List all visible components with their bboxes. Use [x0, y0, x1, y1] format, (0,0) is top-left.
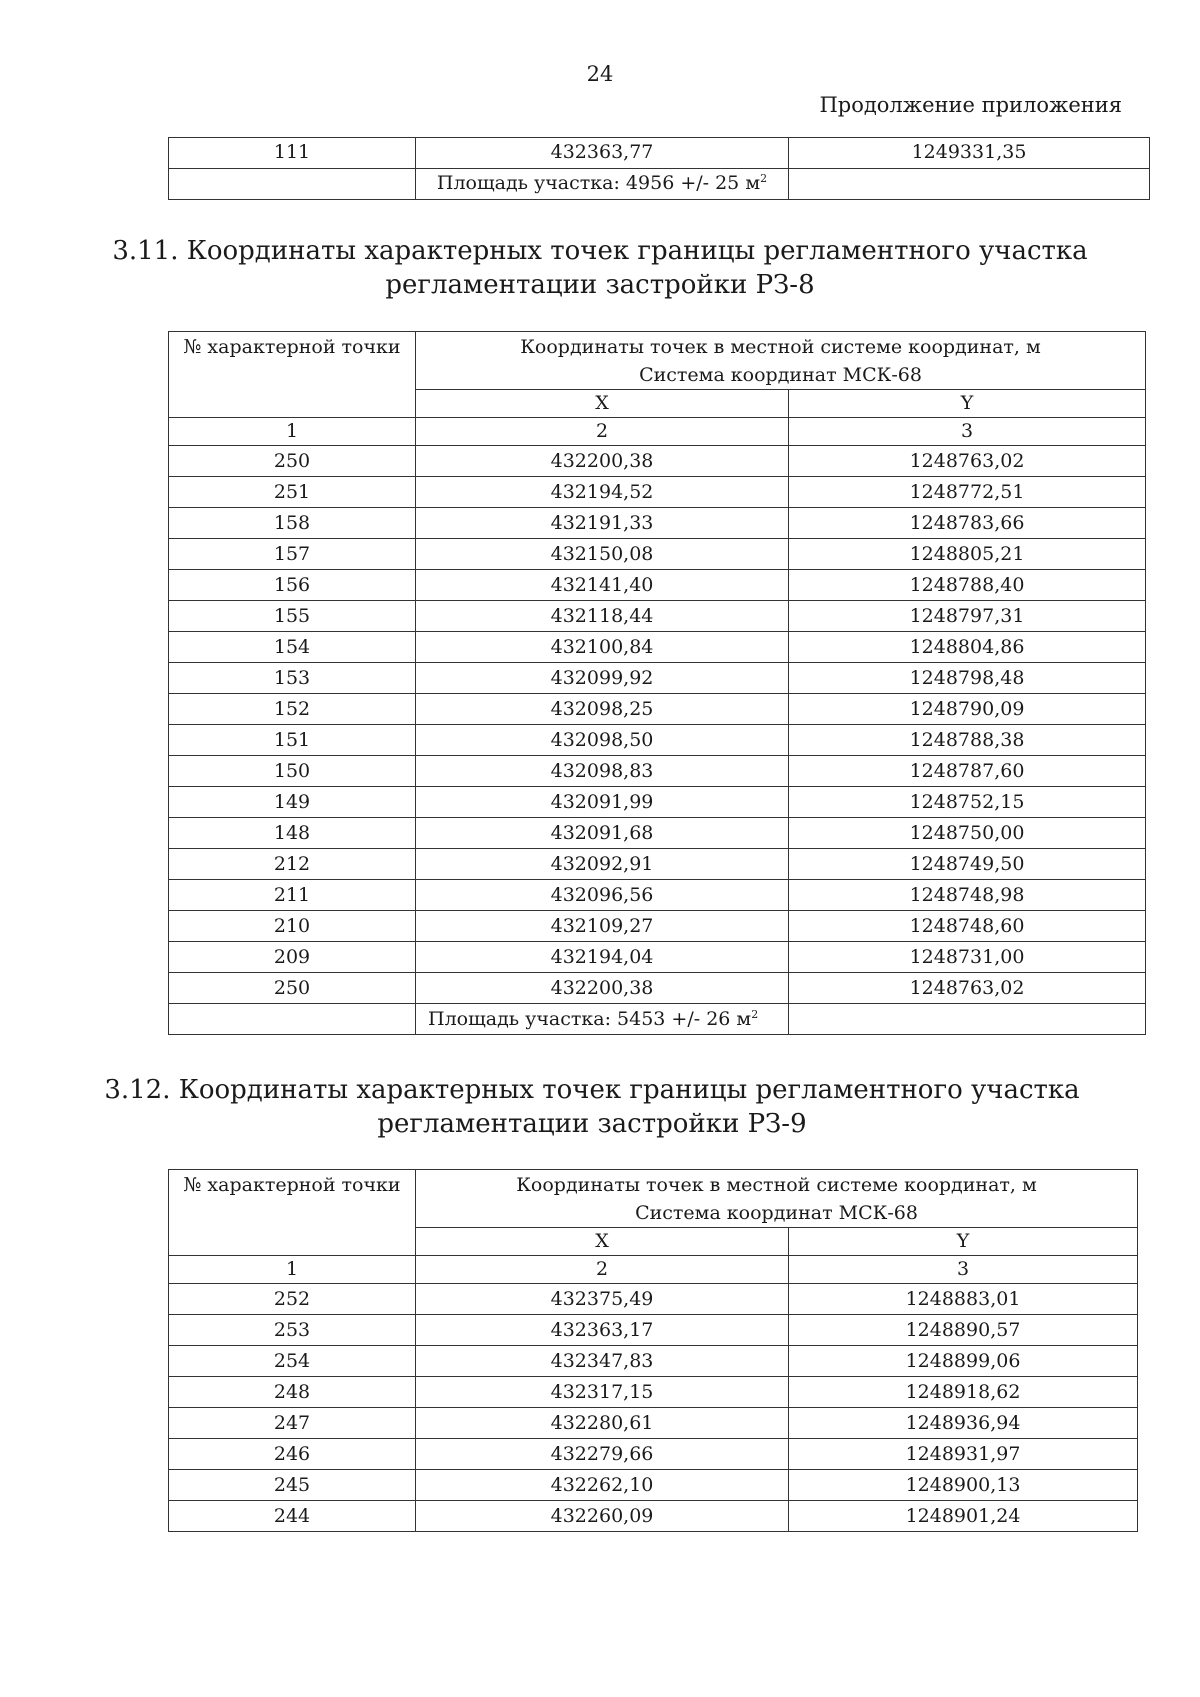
point-number: 253 — [169, 1315, 416, 1346]
point-number: 153 — [169, 663, 416, 694]
coord-y: 1248788,40 — [789, 570, 1146, 601]
coord-x: 432363,17 — [416, 1315, 789, 1346]
coord-x: 432098,25 — [416, 694, 789, 725]
previous-section-table-end — [168, 137, 1150, 200]
point-number: 209 — [169, 942, 416, 973]
coord-x: 432150,08 — [416, 539, 789, 570]
point-number: 252 — [169, 1284, 416, 1315]
coord-y: 1248788,38 — [789, 725, 1146, 756]
point-number: 247 — [169, 1408, 416, 1439]
coord-y: 1249331,35 — [789, 138, 1150, 169]
table-row — [169, 1315, 1138, 1346]
table-row — [169, 880, 1146, 911]
section-title-rz8: 3.11. Координаты характерных точек границы регламентного участка регламентации застройки РЗ-8 — [112, 236, 1088, 300]
point-number: 111 — [169, 138, 416, 169]
point-number: 250 — [169, 973, 416, 1004]
header-y: Y — [789, 1228, 1138, 1256]
coord-y: 1248797,31 — [789, 601, 1146, 632]
table-row — [169, 1439, 1138, 1470]
coord-y: 1248883,01 — [789, 1284, 1138, 1315]
table-row — [169, 477, 1146, 508]
table-row — [169, 1408, 1138, 1439]
coord-y: 1248772,51 — [789, 477, 1146, 508]
coord-y: 1248890,57 — [789, 1315, 1138, 1346]
coord-y: 1248900,13 — [789, 1470, 1138, 1501]
page-number: 24 — [586, 62, 614, 86]
coord-x: 432375,49 — [416, 1284, 789, 1315]
header-x: X — [416, 390, 789, 418]
coord-y: 1248763,02 — [789, 446, 1146, 477]
coord-y: 1248748,98 — [789, 880, 1146, 911]
coord-x: 432260,09 — [416, 1501, 789, 1532]
coord-x: 432200,38 — [416, 446, 789, 477]
table-row — [169, 694, 1146, 725]
table-row — [169, 787, 1146, 818]
point-number: 251 — [169, 477, 416, 508]
coord-y: 1248783,66 — [789, 508, 1146, 539]
point-number: 158 — [169, 508, 416, 539]
table-row — [169, 942, 1146, 973]
coord-x: 432363,77 — [416, 138, 789, 169]
coord-x: 432280,61 — [416, 1408, 789, 1439]
coord-x: 432109,27 — [416, 911, 789, 942]
header-x: X — [416, 1228, 789, 1256]
coord-x: 432091,99 — [416, 787, 789, 818]
area-row — [169, 169, 1150, 200]
point-number: 250 — [169, 446, 416, 477]
point-number: 157 — [169, 539, 416, 570]
rz8-rows — [169, 446, 1146, 1004]
coord-y: 1248748,60 — [789, 911, 1146, 942]
coord-x: 432141,40 — [416, 570, 789, 601]
coord-x: 432279,66 — [416, 1439, 789, 1470]
table-row — [169, 1346, 1138, 1377]
table-row — [169, 663, 1146, 694]
table-row — [169, 1470, 1138, 1501]
header-point-number: № характерной точки — [169, 1170, 416, 1256]
coord-y: 1248918,62 — [789, 1377, 1138, 1408]
coord-x: 432098,50 — [416, 725, 789, 756]
table-row — [169, 725, 1146, 756]
coord-y: 1248763,02 — [789, 973, 1146, 1004]
point-number: 149 — [169, 787, 416, 818]
coord-y: 1248790,09 — [789, 694, 1146, 725]
point-number: 154 — [169, 632, 416, 663]
header-coordinates: Координаты точек в местной системе координат, м Система координат МСК-68 — [416, 1170, 1138, 1228]
continuation-label: Продолжение приложения — [819, 93, 1122, 117]
point-number: 212 — [169, 849, 416, 880]
coord-x: 432191,33 — [416, 508, 789, 539]
coord-y: 1248805,21 — [789, 539, 1146, 570]
point-number: 211 — [169, 880, 416, 911]
point-number: 152 — [169, 694, 416, 725]
coord-y: 1248804,86 — [789, 632, 1146, 663]
coord-x: 432099,92 — [416, 663, 789, 694]
table-row — [169, 973, 1146, 1004]
table-row — [169, 1501, 1138, 1532]
coord-y: 1248931,97 — [789, 1439, 1138, 1470]
header-y: Y — [789, 390, 1146, 418]
coord-y: 1248752,15 — [789, 787, 1146, 818]
table-row — [169, 570, 1146, 601]
coord-y: 1248731,00 — [789, 942, 1146, 973]
coord-x: 432317,15 — [416, 1377, 789, 1408]
coord-y: 1248750,00 — [789, 818, 1146, 849]
table-row — [169, 539, 1146, 570]
coord-x: 432200,38 — [416, 973, 789, 1004]
coord-y: 1248901,24 — [789, 1501, 1138, 1532]
table-row — [169, 756, 1146, 787]
point-number: 150 — [169, 756, 416, 787]
coord-x: 432100,84 — [416, 632, 789, 663]
point-number: 155 — [169, 601, 416, 632]
coordinates-table-rz9 — [168, 1169, 1138, 1532]
header-row — [169, 1170, 1138, 1228]
coord-x: 432347,83 — [416, 1346, 789, 1377]
header-coordinates: Координаты точек в местной системе координат, м Система координат МСК-68 — [416, 332, 1146, 390]
column-number-row: 1 2 3 — [169, 418, 1146, 446]
coord-y: 1248787,60 — [789, 756, 1146, 787]
table-row — [169, 446, 1146, 477]
table-row — [169, 138, 1150, 169]
coord-x: 432262,10 — [416, 1470, 789, 1501]
point-number: 151 — [169, 725, 416, 756]
column-number-row: 1 2 3 — [169, 1256, 1138, 1284]
header-point-number: № характерной точки — [169, 332, 416, 418]
table-row — [169, 818, 1146, 849]
header-row — [169, 332, 1146, 390]
point-number: 148 — [169, 818, 416, 849]
table-row — [169, 632, 1146, 663]
coordinates-table-rz8 — [168, 331, 1146, 1035]
point-number: 246 — [169, 1439, 416, 1470]
table-row — [169, 1284, 1138, 1315]
coord-y: 1248798,48 — [789, 663, 1146, 694]
rz9-rows — [169, 1284, 1138, 1532]
point-number: 156 — [169, 570, 416, 601]
area-row — [169, 1004, 1146, 1035]
coord-x: 432091,68 — [416, 818, 789, 849]
coord-x: 432092,91 — [416, 849, 789, 880]
coord-x: 432096,56 — [416, 880, 789, 911]
area-cell: Площадь участка: 5453 +/- 26 $м^2$ — [416, 1004, 789, 1035]
table-row — [169, 508, 1146, 539]
coord-x: 432098,83 — [416, 756, 789, 787]
coord-x: 432118,44 — [416, 601, 789, 632]
coord-y: 1248936,94 — [789, 1408, 1138, 1439]
point-number: 210 — [169, 911, 416, 942]
table-row — [169, 1377, 1138, 1408]
coord-x: 432194,04 — [416, 942, 789, 973]
table-row — [169, 601, 1146, 632]
coord-y: 1248899,06 — [789, 1346, 1138, 1377]
coord-y: 1248749,50 — [789, 849, 1146, 880]
point-number: 245 — [169, 1470, 416, 1501]
area-cell: Площадь участка: 4956 +/- 25 $м^2$ — [416, 169, 789, 200]
table-row — [169, 911, 1146, 942]
coord-x: 432194,52 — [416, 477, 789, 508]
table-row — [169, 849, 1146, 880]
point-number: 244 — [169, 1501, 416, 1532]
point-number: 254 — [169, 1346, 416, 1377]
section-title-rz9: 3.12. Координаты характерных точек границы регламентного участка регламентации застройки РЗ-9 — [104, 1075, 1080, 1139]
point-number: 248 — [169, 1377, 416, 1408]
